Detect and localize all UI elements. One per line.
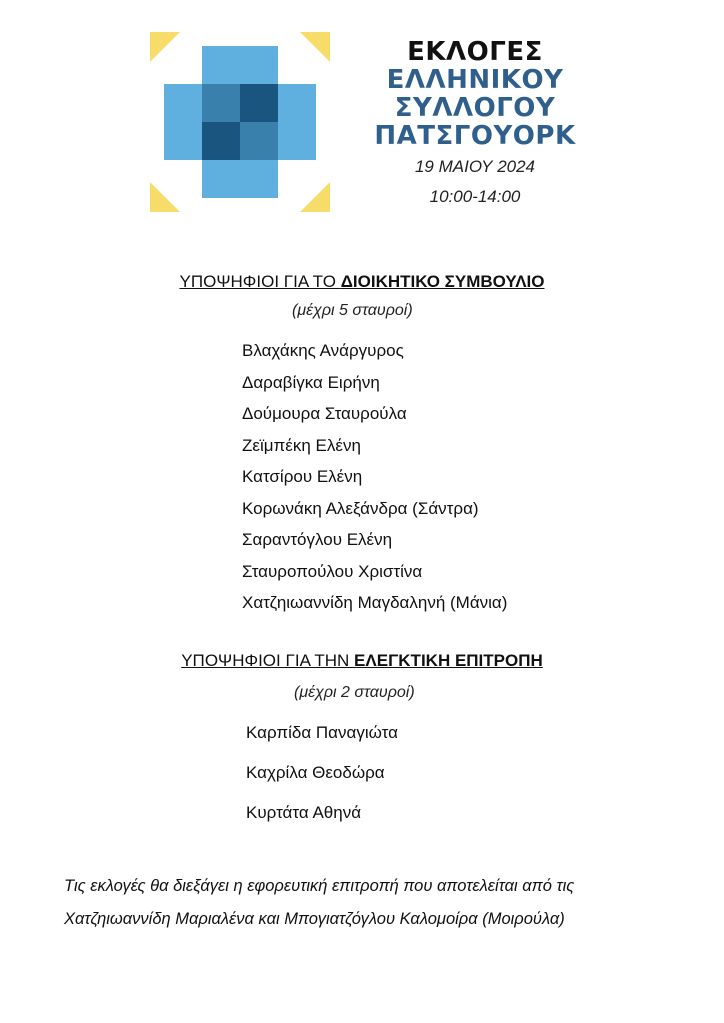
election-date: 19 ΜΑΙΟΥ 2024: [414, 157, 536, 176]
board-heading-plain: ΥΠΟΨΗΦΙΟΙ ΓΙΑ ΤΟ: [179, 272, 341, 291]
list-item: Κατσίρου Ελένη: [242, 467, 363, 486]
audit-vote-limit: (μέχρι 2 σταυροί): [294, 684, 415, 701]
list-item: Σταυροπούλου Χριστίνα: [242, 561, 423, 581]
cross-tile-logo-icon: [150, 32, 330, 212]
list-item: Χατζηιωαννίδη Μαγδαληνή (Μάνια): [242, 593, 508, 612]
audit-section-heading: [0, 650, 724, 672]
election-title-block: [360, 38, 590, 208]
audit-candidate-list: [246, 722, 398, 842]
title-line-elections: ΕΚΛΟΓΕΣ: [407, 37, 543, 67]
list-item: Δούμουρα Σταυρούλα: [242, 404, 407, 423]
board-section-heading: [0, 271, 724, 293]
election-committee-note: [64, 870, 684, 936]
footer-line-2: Χατζηιωαννίδη Μαριαλένα και Μπογιατζόγλου Καλομοίρα (Μοιρούλα): [64, 910, 565, 928]
board-candidate-list: [242, 340, 507, 624]
title-line-association: ΣΥΛΛΟΓΟΥ: [394, 93, 556, 123]
audit-heading-plain: ΥΠΟΨΗΦΙΟΙ ΓΙΑ ΤΗΝ: [181, 651, 355, 670]
audit-heading-bold: ΕΛΕΓΚΤΙΚΗ ΕΠΙΤΡΟΠΗ: [354, 651, 543, 670]
title-line-hellenic: ΕΛΛΗΝΙΚΟΥ: [386, 65, 564, 95]
board-vote-limit: (μέχρι 5 σταυροί): [292, 302, 413, 319]
footer-line-1: Τις εκλογές θα διεξάγει η εφορευτική επιτροπή που αποτελείται από τις: [64, 877, 575, 895]
list-item: Κυρτάτα Αθηνά: [246, 803, 362, 822]
list-item: Σαραντόγλου Ελένη: [242, 530, 393, 549]
list-item: Βλαχάκης Ανάργυρος: [242, 341, 404, 360]
list-item: Κορωνάκη Αλεξάνδρα (Σάντρα): [242, 498, 479, 518]
board-heading-bold: ΔΙΟΙΚΗΤΙΚΟ ΣΥΜΒΟΥΛΙΟ: [340, 272, 545, 291]
title-line-patsgouork: ΠΑΤΣΓΟΥΟΡΚ: [374, 121, 576, 151]
list-item: Ζεϊμπέκη Ελένη: [242, 435, 361, 455]
list-item: Καρπίδα Παναγιώτα: [246, 723, 398, 742]
list-item: Δαραβίγκα Ειρήνη: [242, 372, 380, 392]
list-item: Καχρίλα Θεοδώρα: [246, 763, 385, 782]
election-time: 10:00-14:00: [429, 187, 521, 206]
